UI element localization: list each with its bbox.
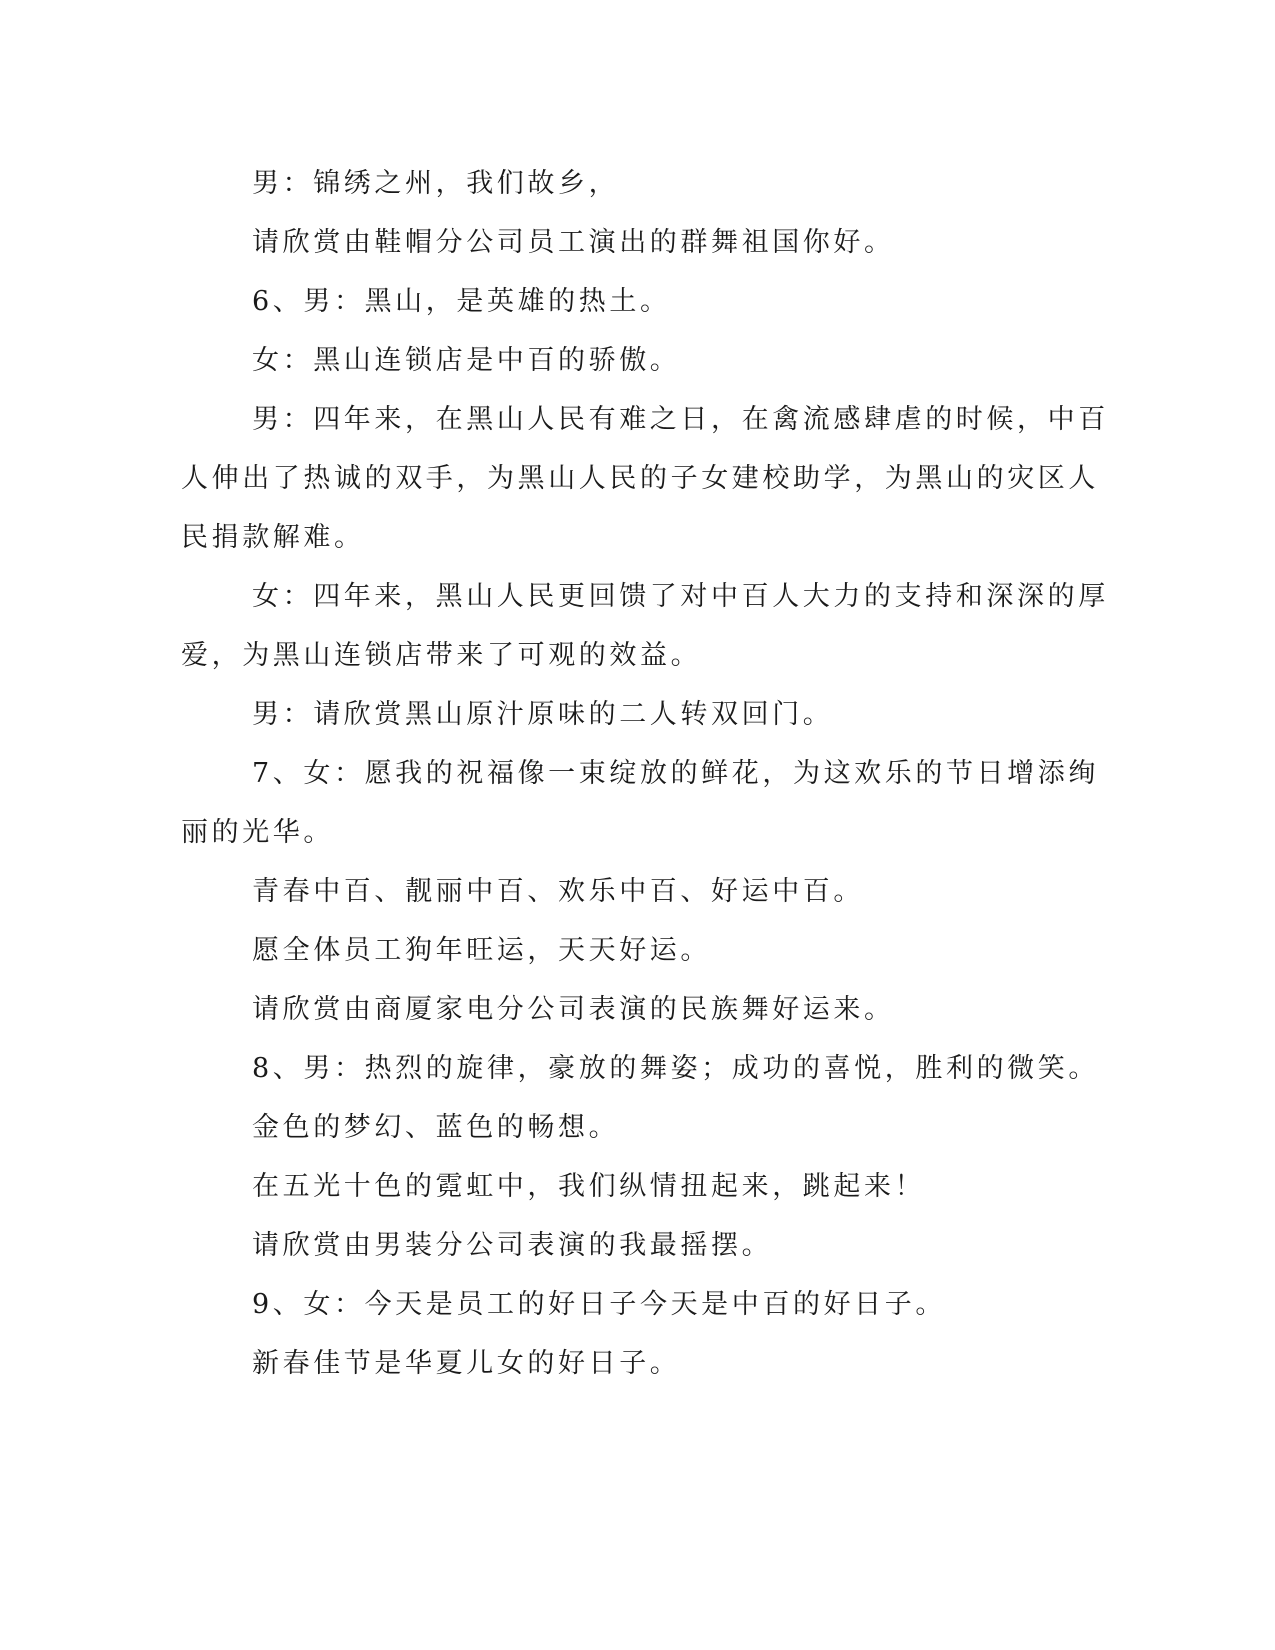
text-line: 人伸出了热诚的双手，为黑山人民的子女建校助学，为黑山的灾区人 — [181, 463, 1099, 494]
text-line: 6、男：黑山，是英雄的热土。 — [252, 286, 671, 317]
text-line: 民捐款解难。 — [181, 522, 365, 553]
text-line: 青春中百、靓丽中百、欢乐中百、好运中百。 — [252, 876, 864, 907]
text-line: 男：锦绣之州，我们故乡， — [252, 168, 620, 199]
text-line: 男：四年来，在黑山人民有难之日，在禽流感肆虐的时候，中百 — [252, 404, 1109, 435]
text-line: 8、男：热烈的旋律，豪放的舞姿；成功的喜悦，胜利的微笑。 — [252, 1053, 1099, 1084]
text-line: 请欣赏由鞋帽分公司员工演出的群舞祖国你好。 — [252, 227, 895, 258]
text-line: 女：四年来，黑山人民更回馈了对中百人大力的支持和深深的厚 — [252, 581, 1109, 612]
text-line: 新春佳节是华夏儿女的好日子。 — [252, 1348, 681, 1379]
text-line: 丽的光华。 — [181, 817, 334, 848]
text-line: 爱，为黑山连锁店带来了可观的效益。 — [181, 640, 702, 671]
text-line: 请欣赏由商厦家电分公司表演的民族舞好运来。 — [252, 994, 895, 1025]
document-body — [181, 154, 1109, 1393]
text-line: 金色的梦幻、蓝色的畅想。 — [252, 1112, 620, 1143]
text-line: 9、女：今天是员工的好日子今天是中百的好日子。 — [252, 1289, 946, 1320]
text-line: 请欣赏由男装分公司表演的我最摇摆。 — [252, 1230, 773, 1261]
text-line: 在五光十色的霓虹中，我们纵情扭起来，跳起来！ — [252, 1171, 926, 1202]
text-line: 愿全体员工狗年旺运，天天好运。 — [252, 935, 711, 966]
text-line: 男：请欣赏黑山原汁原味的二人转双回门。 — [252, 699, 834, 730]
text-line: 7、女：愿我的祝福像一束绽放的鲜花，为这欢乐的节日增添绚 — [252, 758, 1099, 789]
text-line: 女：黑山连锁店是中百的骄傲。 — [252, 345, 681, 376]
